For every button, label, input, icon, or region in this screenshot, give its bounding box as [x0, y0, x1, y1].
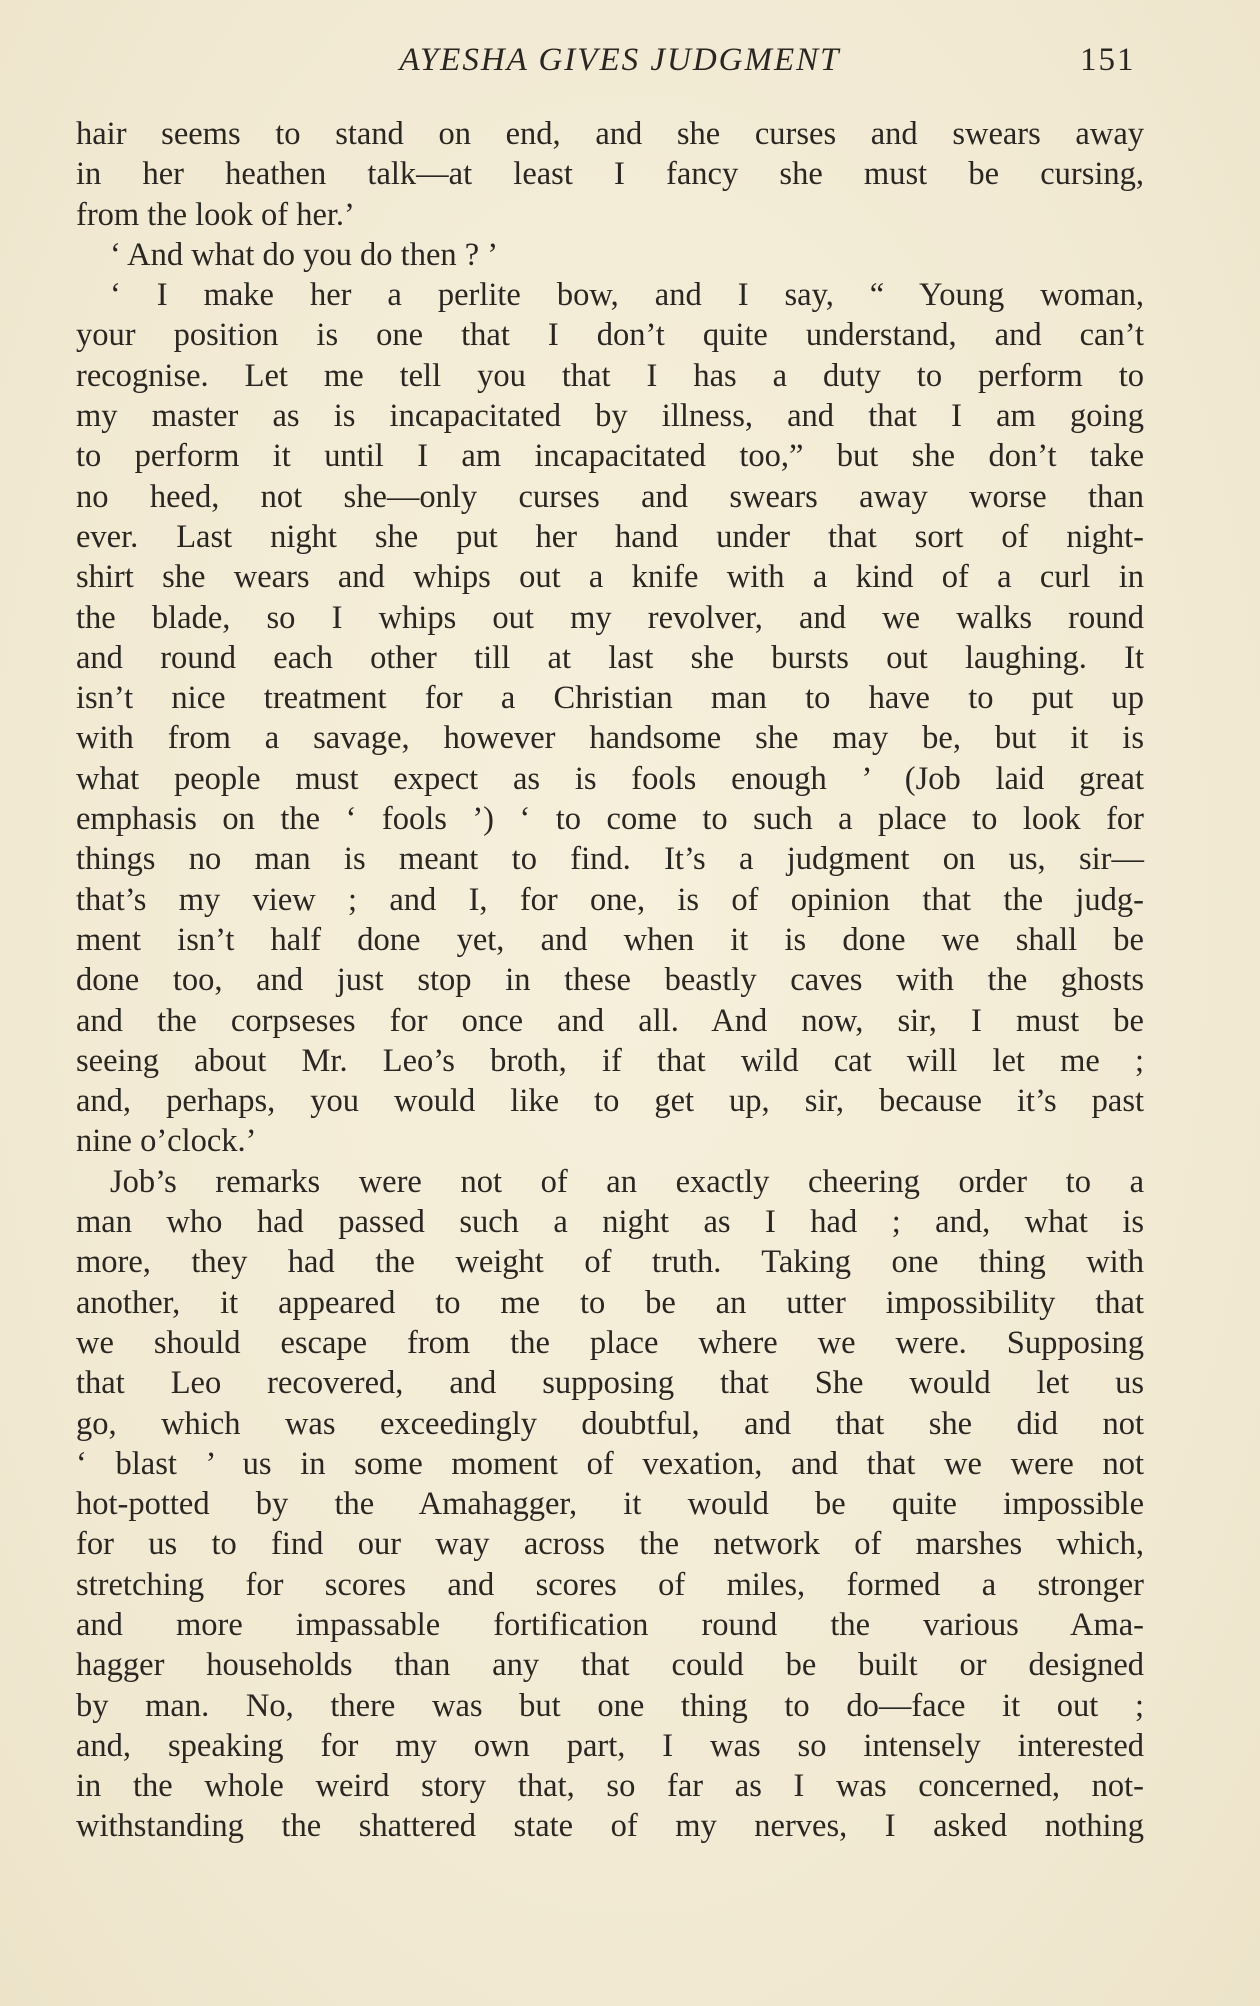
text-line: withstanding the shattered state of my nerves, I asked nothing: [76, 1808, 1144, 1845]
text-line: by man. No, there was but one thing to do—face it out ;: [76, 1687, 1144, 1724]
text-line: stretching for scores and scores of miles, formed a stronger: [76, 1566, 1144, 1603]
text-line: seeing about Mr. Leo’s broth, if that wild cat will let me ;: [76, 1042, 1144, 1079]
text-line: that Leo recovered, and supposing that She would let us: [76, 1365, 1144, 1402]
text-line: and the corpseses for once and all. And now, sir, I must be: [76, 1002, 1144, 1039]
text-line: hagger households than any that could be built or designed: [76, 1647, 1144, 1684]
text-line: nine o’clock.’: [76, 1123, 257, 1160]
text-line: and more impassable fortification round the various Ama-: [76, 1606, 1144, 1643]
text-line: recognise. Let me tell you that I has a duty to perform to: [76, 357, 1144, 394]
text-line: the blade, so I whips out my revolver, and we walks round: [76, 599, 1144, 636]
text-line: ‘ blast ’ us in some moment of vexation, and that we were not: [76, 1445, 1144, 1482]
text-line: man who had passed such a night as I had ; and, what is: [76, 1204, 1144, 1241]
text-line: to perform it until I am incapacitated too,” but she don’t take: [76, 438, 1144, 475]
text-line: and, speaking for my own part, I was so intensely interested: [76, 1727, 1144, 1764]
text-line: Job’s remarks were not of an exactly cheering order to a: [110, 1163, 1144, 1200]
text-line: in her heathen talk—at least I fancy she must be cursing,: [76, 156, 1144, 193]
text-line: my master as is incapacitated by illness, and that I am going: [76, 398, 1144, 435]
text-line: ever. Last night she put her hand under that sort of night-: [76, 518, 1144, 555]
text-line: no heed, not she—only curses and swears away worse than: [76, 478, 1144, 515]
text-line: in the whole weird story that, so far as I was concerned, not-: [76, 1768, 1144, 1805]
text-line: emphasis on the ‘ fools ’) ‘ to come to such a place to look for: [76, 801, 1144, 838]
text-line: go, which was exceedingly doubtful, and that she did not: [76, 1405, 1144, 1442]
text-line: hair seems to stand on end, and she curses and swears away: [76, 116, 1144, 152]
text-line: hot-potted by the Amahagger, it would be quite impossible: [76, 1486, 1144, 1523]
text-line: things no man is meant to find. It’s a judgment on us, sir—: [76, 841, 1144, 878]
text-line: and round each other till at last she bursts out laughing. It: [76, 639, 1144, 676]
text-line: we should escape from the place where we were. Supposing: [76, 1324, 1144, 1361]
body-text: [76, 114, 1144, 1847]
page-number: 151: [1080, 42, 1136, 78]
text-line: shirt she wears and whips out a knife with a kind of a curl in: [76, 559, 1144, 596]
text-line: isn’t nice treatment for a Christian man to have to put up: [76, 680, 1144, 717]
running-head: AYESHA GIVES JUDGMENT: [399, 42, 841, 78]
text-line: ment isn’t half done yet, and when it is done we shall be: [76, 921, 1144, 958]
text-line: with from a savage, however handsome she may be, but it is: [76, 720, 1144, 757]
text-line: from the look of her.’: [76, 196, 355, 233]
text-line: more, they had the weight of truth. Taking one thing with: [76, 1244, 1144, 1281]
text-line: another, it appeared to me to be an utter impossibility that: [76, 1284, 1144, 1321]
text-line: ‘ And what do you do then ? ’: [110, 236, 499, 273]
text-line: done too, and just stop in these beastly caves with the ghosts: [76, 962, 1144, 999]
text-line: what people must expect as is fools enough ’ (Job laid great: [76, 760, 1144, 797]
text-line: your position is one that I don’t quite understand, and can’t: [76, 317, 1144, 354]
text-line: ‘ I make her a perlite bow, and I say, “ Young woman,: [110, 277, 1144, 314]
text-line: and, perhaps, you would like to get up, sir, because it’s past: [76, 1083, 1144, 1120]
text-line: for us to find our way across the network of marshes which,: [76, 1526, 1144, 1563]
text-line: that’s my view ; and I, for one, is of opinion that the judg-: [76, 881, 1144, 918]
